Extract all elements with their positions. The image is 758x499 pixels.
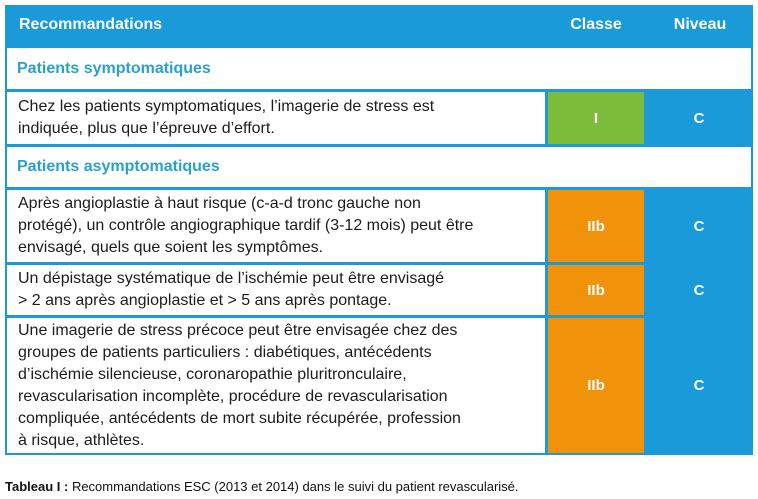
table-row-1-text <box>7 92 545 144</box>
table-row-2-text <box>7 190 545 262</box>
row-1-line-1: Chez les patients symptomatiques, l’imagerie de stress est <box>18 98 435 115</box>
row-4-line-3: d’ischémie silencieuse, coronaropathie pluritronculaire, <box>18 365 407 383</box>
table-caption <box>5 479 519 494</box>
row-2-niveau: C <box>693 217 705 235</box>
row-4-line-1: Une imagerie de stress précoce peut être envisagée chez des <box>18 321 458 339</box>
header-classe-label: Classe <box>570 16 622 33</box>
row-3-niveau: C <box>693 281 705 299</box>
header-recommandations <box>5 5 545 45</box>
table-row-3-text <box>7 265 545 315</box>
row-3-line-1: Un dépistage systématique de l’ischémie peut être envisagé <box>18 270 445 287</box>
section-symptomatic-label: Patients symptomatiques <box>17 59 211 77</box>
row-4-line-5: compliquée, antécédents de mort subite récupérée, profession <box>18 409 461 427</box>
row-2-line-3: envisagé, quels que soient les symptômes. <box>18 239 324 256</box>
row-2-line-1: Après angioplastie à haut risque (c-a-d tronc gauche non <box>18 195 421 212</box>
row-3-classe: IIb <box>587 281 605 299</box>
header-classe <box>548 5 644 45</box>
row-4-line-6: à risque, athlètes. <box>18 431 145 449</box>
row-4-classe-badge <box>548 318 644 453</box>
section-asymptomatic-label: Patients asymptomatiques <box>17 158 220 175</box>
row-4-niveau: C <box>693 377 705 394</box>
row-2-classe-badge <box>548 190 644 262</box>
row-2-niveau-badge <box>647 190 751 262</box>
row-1-niveau-badge <box>647 92 751 144</box>
recommendations-table <box>5 5 753 455</box>
header-niveau <box>647 5 753 45</box>
section-symptomatic <box>7 48 751 89</box>
row-4-niveau-badge <box>647 318 751 453</box>
row-4-classe: IIb <box>587 377 605 394</box>
row-3-line-2: > 2 ans après angioplastie et > 5 ans après pontage. <box>18 292 392 309</box>
caption-label: Tableau I : <box>5 479 69 494</box>
row-4-line-4: revascularisation incomplète, procédure de revascularisation <box>18 387 448 405</box>
table-row-4-text <box>7 318 545 453</box>
row-4-line-2: groupes de patients particuliers : diabétiques, antécédents <box>18 343 432 361</box>
row-1-classe-badge <box>548 92 644 144</box>
header-niveau-label: Niveau <box>673 16 727 33</box>
header-recommandations-label: Recommandations <box>19 16 163 33</box>
row-2-classe: IIb <box>587 217 605 235</box>
row-1-line-2: indiquée, plus que l’épreuve d’effort. <box>18 120 275 137</box>
row-1-niveau: C <box>693 109 705 127</box>
row-3-niveau-badge <box>647 265 751 315</box>
row-3-classe-badge <box>548 265 644 315</box>
row-1-classe: I <box>593 109 599 127</box>
row-2-line-2: protégé), un contrôle angiographique tardif (3-12 mois) peut être <box>18 217 474 234</box>
section-asymptomatic <box>7 147 751 187</box>
caption-text: Recommandations ESC (2013 et 2014) dans le suivi du patient revascularisé. <box>68 479 519 494</box>
